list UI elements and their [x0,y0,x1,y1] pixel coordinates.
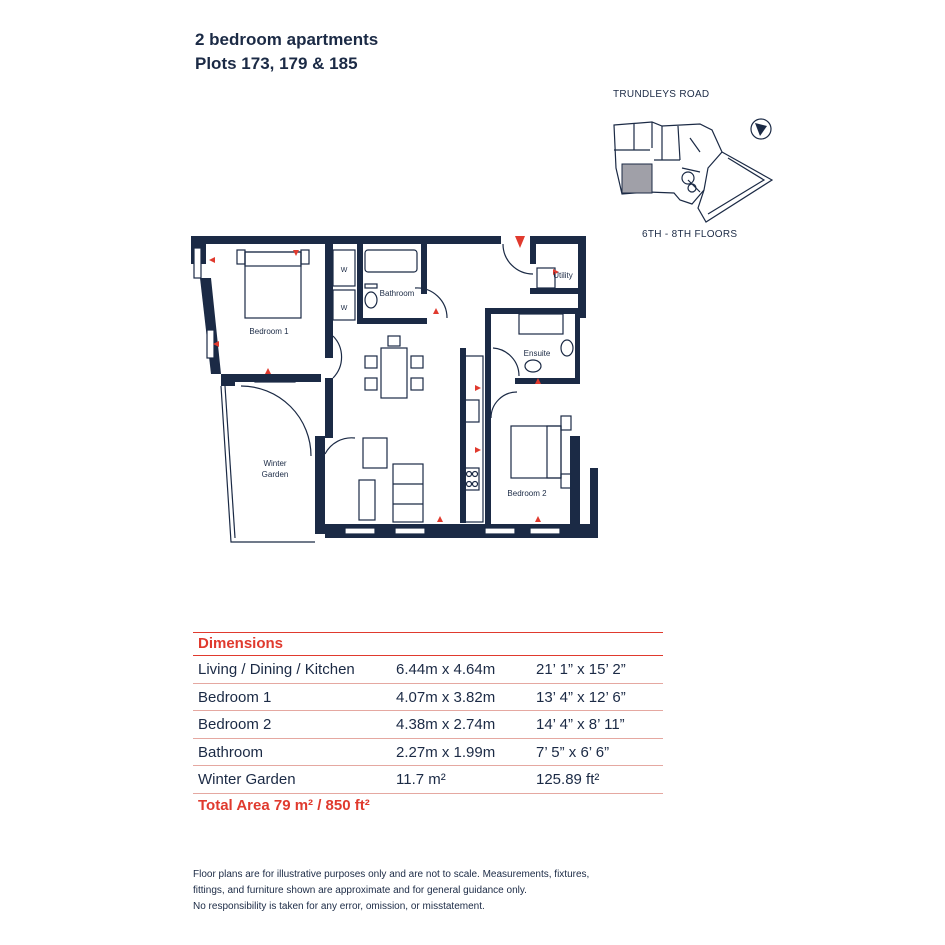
total-area: Total Area 79 m² / 850 ft² [198,796,370,814]
room-label-bedroom-2: Bedroom 2 [507,489,547,498]
table-row [193,711,663,739]
room-metric: 4.38m x 2.74m [396,716,496,733]
room-label-utility: Utility [553,271,573,280]
keyplan-floors-label: 6TH - 8TH FLOORS [642,229,738,240]
disclaimer-line-1: Floor plans are for illustrative purposes only and are not to scale. Measurements, fixtures, [193,869,590,880]
room-label-bedroom-1: Bedroom 1 [249,327,289,336]
keyplan-highlighted-unit [622,164,652,193]
table-row [193,684,663,712]
disclaimer [193,867,653,915]
bathroom-fixtures [365,250,447,318]
room-label-winter-garden-line1: Winter [263,459,287,468]
room-label-bathroom: Bathroom [379,289,415,298]
table-row [193,766,663,794]
room-metric: 6.44m x 4.64m [396,661,496,678]
dimensions-table [193,632,663,814]
room-metric: 2.27m x 1.99m [396,743,496,761]
room-name: Bedroom 2 [198,716,272,733]
dimensions-heading: Dimensions [193,632,663,656]
title-plots: Plots 173, 179 & 185 [195,54,358,73]
bedroom-2-bed [491,392,571,488]
floor-plan [185,228,605,548]
bedroom-1-bed [237,250,309,318]
interior-walls [221,244,580,524]
room-metric: 11.7 m² [396,771,446,788]
room-name: Bedroom 1 [198,688,272,706]
living-furniture [325,336,423,522]
room-imperial: 125.89 ft² [536,771,600,788]
keyplan-road-label: TRUNDLEYS ROAD [613,89,710,100]
room-imperial: 14’ 4” x 8’ 11” [536,716,625,733]
wardrobe-label-1: W [340,267,348,274]
title-apartment-type: 2 bedroom apartments [195,30,379,49]
keyplan-map [600,108,780,226]
room-name: Winter Garden [198,771,296,788]
disclaimer-line-2: fittings, and furniture shown are approximate and for general guidance only. [193,885,527,896]
room-metric: 4.07m x 3.82m [396,688,496,706]
windows [194,248,560,534]
room-name: Bathroom [198,743,264,761]
room-imperial: 13’ 4” x 12’ 6” [536,688,626,706]
room-imperial: 7’ 5” x 6’ 6” [536,743,610,761]
room-label-winter-garden-line2: Garden [261,470,289,479]
north-arrow-icon [751,119,771,139]
room-label-ensuite: Ensuite [523,349,551,358]
room-imperial: 21’ 1” x 15’ 2” [536,661,626,678]
room-name: Living / Dining / Kitchen [198,661,355,678]
dining-table [365,336,423,398]
disclaimer-line-3: No responsibility is taken for any error, omission, or misstatement. [193,901,485,912]
table-row [193,739,663,767]
wardrobe-label-2: W [340,305,348,312]
page-title [195,28,378,76]
table-row [193,656,663,684]
